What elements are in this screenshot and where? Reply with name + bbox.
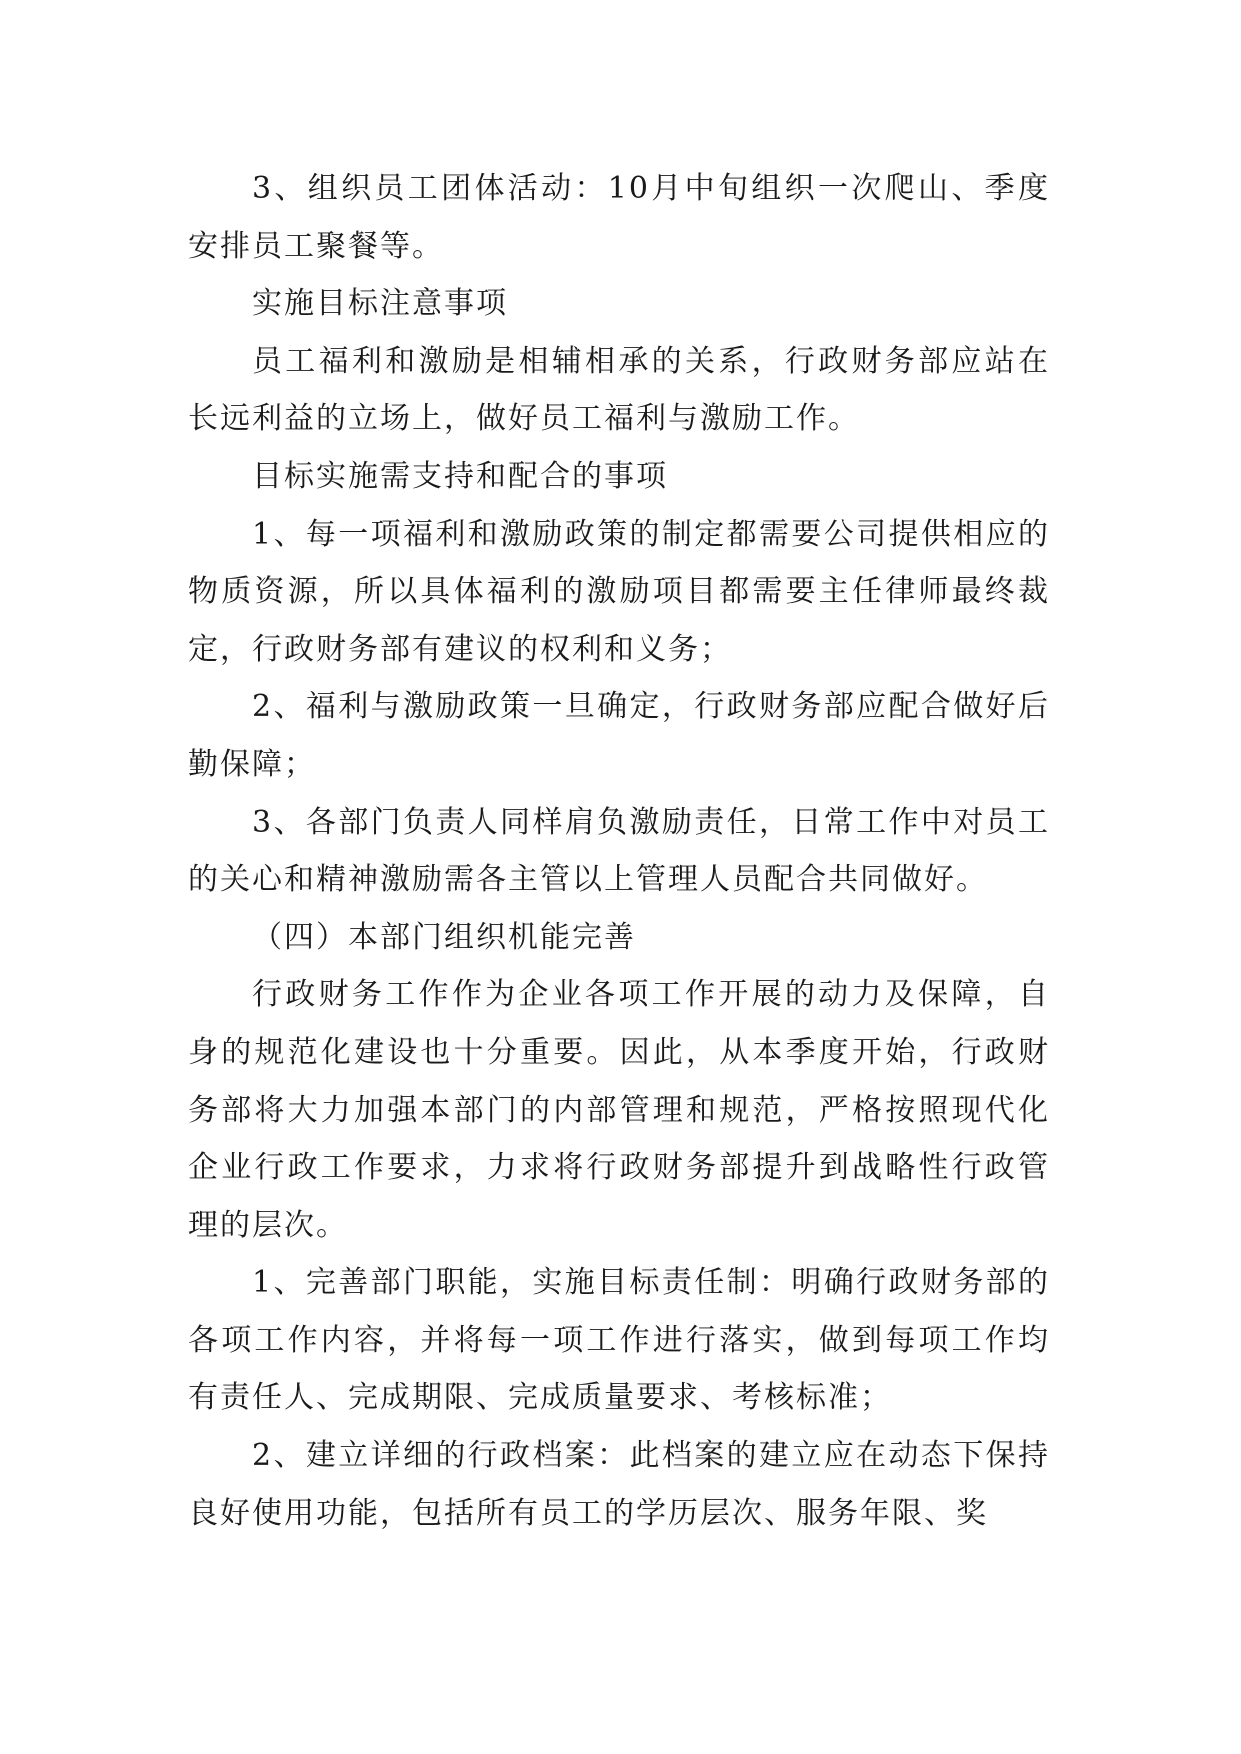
document-body [188,160,1050,1542]
heading-support-items: 目标实施需支持和配合的事项 [252,458,668,494]
paragraph-improve-2: 2、建立详细的行政档案：此档案的建立应在动态下保持良好使用功能，包括所有员工的学历层次、服务年限、奖 [188,1438,1050,1531]
paragraph-support-1: 1、每一项福利和激励政策的制定都需要公司提供相应的物质资源，所以具体福利的激励项目都需要主任律师最终裁定，行政财务部有建议的权利和义务； [188,516,1050,667]
paragraph-activities: 3、组织员工团体活动：10月中旬组织一次爬山、季度安排员工聚餐等。 [188,171,1050,264]
paragraph-welfare-relation: 员工福利和激励是相辅相承的关系，行政财务部应站在长远利益的立场上，做好员工福利与激励工作。 [188,343,1050,437]
heading-notes: 实施目标注意事项 [252,286,508,322]
paragraph-support-3: 3、各部门负责人同样肩负激励责任，日常工作中对员工的关心和精神激励需各主管以上管理人员配合共同做好。 [188,804,1050,898]
heading-section-four: （四）本部门组织机能完善 [252,919,636,955]
paragraph-support-2: 2、福利与激励政策一旦确定，行政财务部应配合做好后勤保障； [188,689,1050,782]
paragraph-improve-1: 1、完善部门职能，实施目标责任制：明确行政财务部的各项工作内容，并将每一项工作进行落实，做到每项工作均有责任人、完成期限、完成质量要求、考核标准； [188,1265,1050,1416]
paragraph-department-intro: 行政财务工作作为企业各项工作开展的动力及保障，自身的规范化建设也十分重要。因此，从本季度开始，行政财务部将大力加强本部门的内部管理和规范，严格按照现代化企业行政工作要求，力求将行政财务部提升到战略性行政管理的层次。 [188,977,1050,1243]
